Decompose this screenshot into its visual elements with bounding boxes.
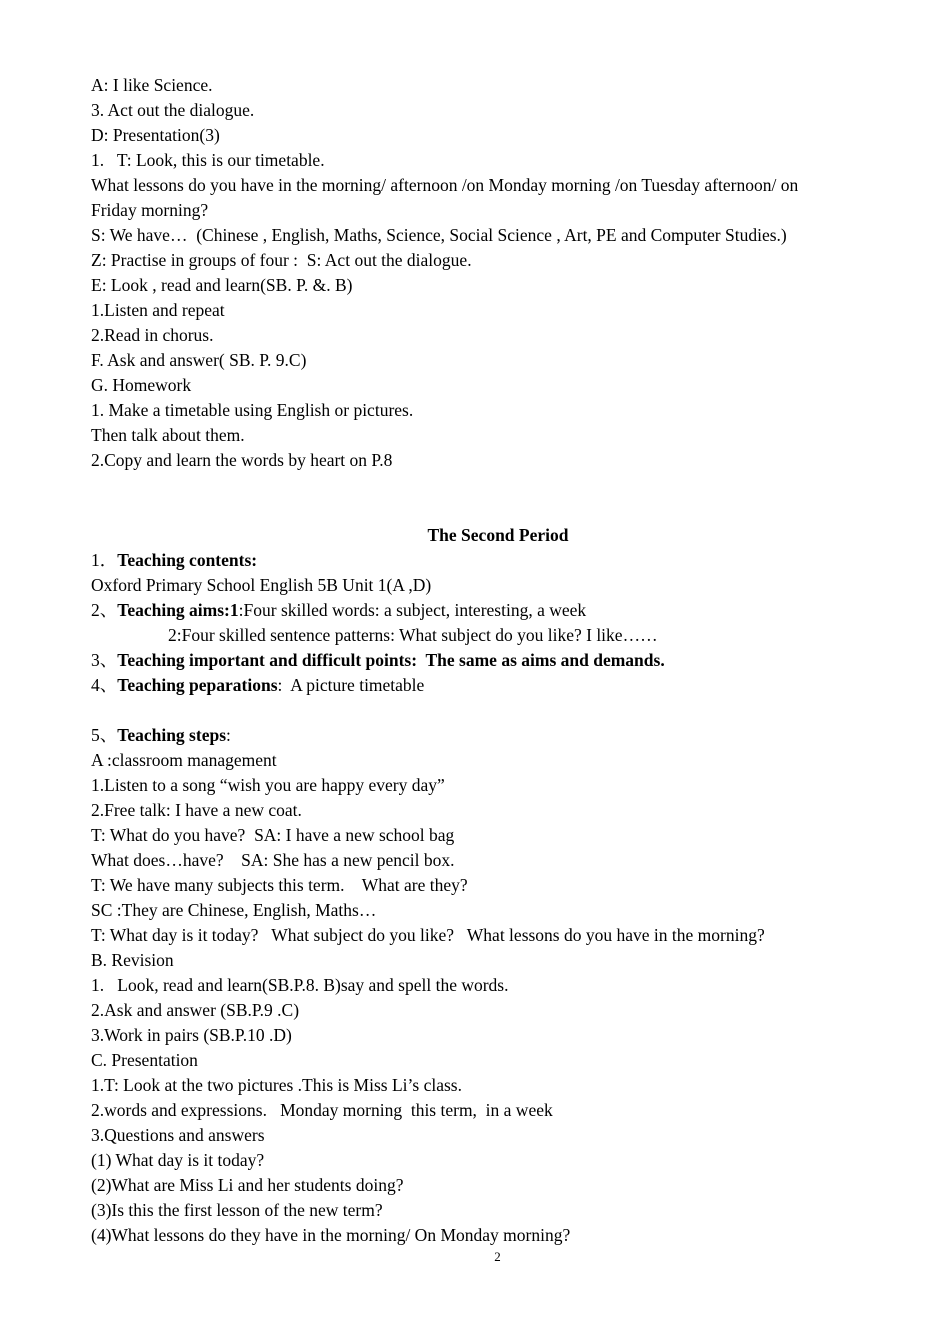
text-line: 3.Questions and answers bbox=[91, 1125, 265, 1145]
text-line: S: We have… (Chinese , English, Maths, Science, Social Science , Art, PE and Computer Studies.) bbox=[91, 225, 787, 245]
text-line: Friday morning? bbox=[91, 200, 209, 220]
text-line: Z: Practise in groups of four : S: Act out the dialogue. bbox=[91, 250, 472, 270]
text-line: 2.Ask and answer (SB.P.9 .C) bbox=[91, 1000, 300, 1020]
text-line: T: What day is it today? What subject do you like? What lessons do you have in the morning? bbox=[91, 925, 765, 945]
text-line: C. Presentation bbox=[91, 1050, 198, 1070]
text-line: T: We have many subjects this term. What are they? bbox=[91, 875, 468, 895]
text-line: 3. Act out the dialogue. bbox=[91, 100, 255, 120]
text-line: 2.Copy and learn the words by heart on P.8 bbox=[91, 450, 393, 470]
text-line: (3)Is this the first lesson of the new term? bbox=[91, 1200, 383, 1220]
teaching-points-heading: 3、Teaching important and difficult points: The same as aims and demands. bbox=[91, 650, 665, 670]
text-line: 1. Make a timetable using English or pictures. bbox=[91, 400, 414, 420]
text-line: E: Look , read and learn(SB. P. &. B) bbox=[91, 275, 353, 295]
text-line: (4)What lessons do they have in the morning/ On Monday morning? bbox=[91, 1225, 571, 1245]
text-line: B. Revision bbox=[91, 950, 174, 970]
teaching-aims-heading: 2、Teaching aims:1:Four skilled words: a subject, interesting, a week bbox=[91, 600, 587, 620]
text-line: 1.Listen and repeat bbox=[91, 300, 225, 320]
teaching-preparations-heading: 4、Teaching peparations: A picture timetable bbox=[91, 675, 425, 695]
page-number: 2 bbox=[494, 1249, 501, 1264]
text-line: 2.words and expressions. Monday morning this term, in a week bbox=[91, 1100, 553, 1120]
section-two bbox=[91, 748, 891, 1248]
text-line: Then talk about them. bbox=[91, 425, 245, 445]
teaching-contents-heading: 1．Teaching contents: bbox=[91, 550, 258, 570]
text-line: 2.Read in chorus. bbox=[91, 325, 214, 345]
text-line: F. Ask and answer( SB. P. 9.C) bbox=[91, 350, 307, 370]
text-line: What lessons do you have in the morning/ afternoon /on Monday morning /on Tuesday afternoon/ on bbox=[91, 175, 799, 195]
section-one bbox=[91, 73, 891, 473]
text-line: 3.Work in pairs (SB.P.10 .D) bbox=[91, 1025, 292, 1045]
teaching-aims-line2: 2:Four skilled sentence patterns: What subject do you like? I like…… bbox=[168, 625, 658, 645]
teaching-contents-text: Oxford Primary School English 5B Unit 1(A ,D) bbox=[91, 575, 432, 595]
text-line: D: Presentation(3) bbox=[91, 125, 220, 145]
document-body bbox=[91, 73, 891, 1248]
text-line: 1. Look, read and learn(SB.P.8. B)say and spell the words. bbox=[91, 975, 509, 995]
teaching-steps-heading: 5、Teaching steps: bbox=[91, 725, 231, 745]
text-line: G. Homework bbox=[91, 375, 192, 395]
spacer bbox=[91, 698, 891, 723]
text-line: (2)What are Miss Li and her students doing? bbox=[91, 1175, 404, 1195]
text-line: A: I like Science. bbox=[91, 75, 213, 95]
text-line: A :classroom management bbox=[91, 750, 277, 770]
spacer bbox=[91, 473, 891, 523]
text-line: T: What do you have? SA: I have a new school bag bbox=[91, 825, 455, 845]
period-title: The Second Period bbox=[427, 525, 569, 545]
text-line: What does…have? SA: She has a new pencil box. bbox=[91, 850, 455, 870]
text-line: 1. T: Look, this is our timetable. bbox=[91, 150, 325, 170]
text-line: (1) What day is it today? bbox=[91, 1150, 265, 1170]
text-line: 1.Listen to a song “wish you are happy every day” bbox=[91, 775, 445, 795]
text-line: 2.Free talk: I have a new coat. bbox=[91, 800, 302, 820]
text-line: 1.T: Look at the two pictures .This is Miss Li’s class. bbox=[91, 1075, 462, 1095]
text-line: SC :They are Chinese, English, Maths… bbox=[91, 900, 377, 920]
